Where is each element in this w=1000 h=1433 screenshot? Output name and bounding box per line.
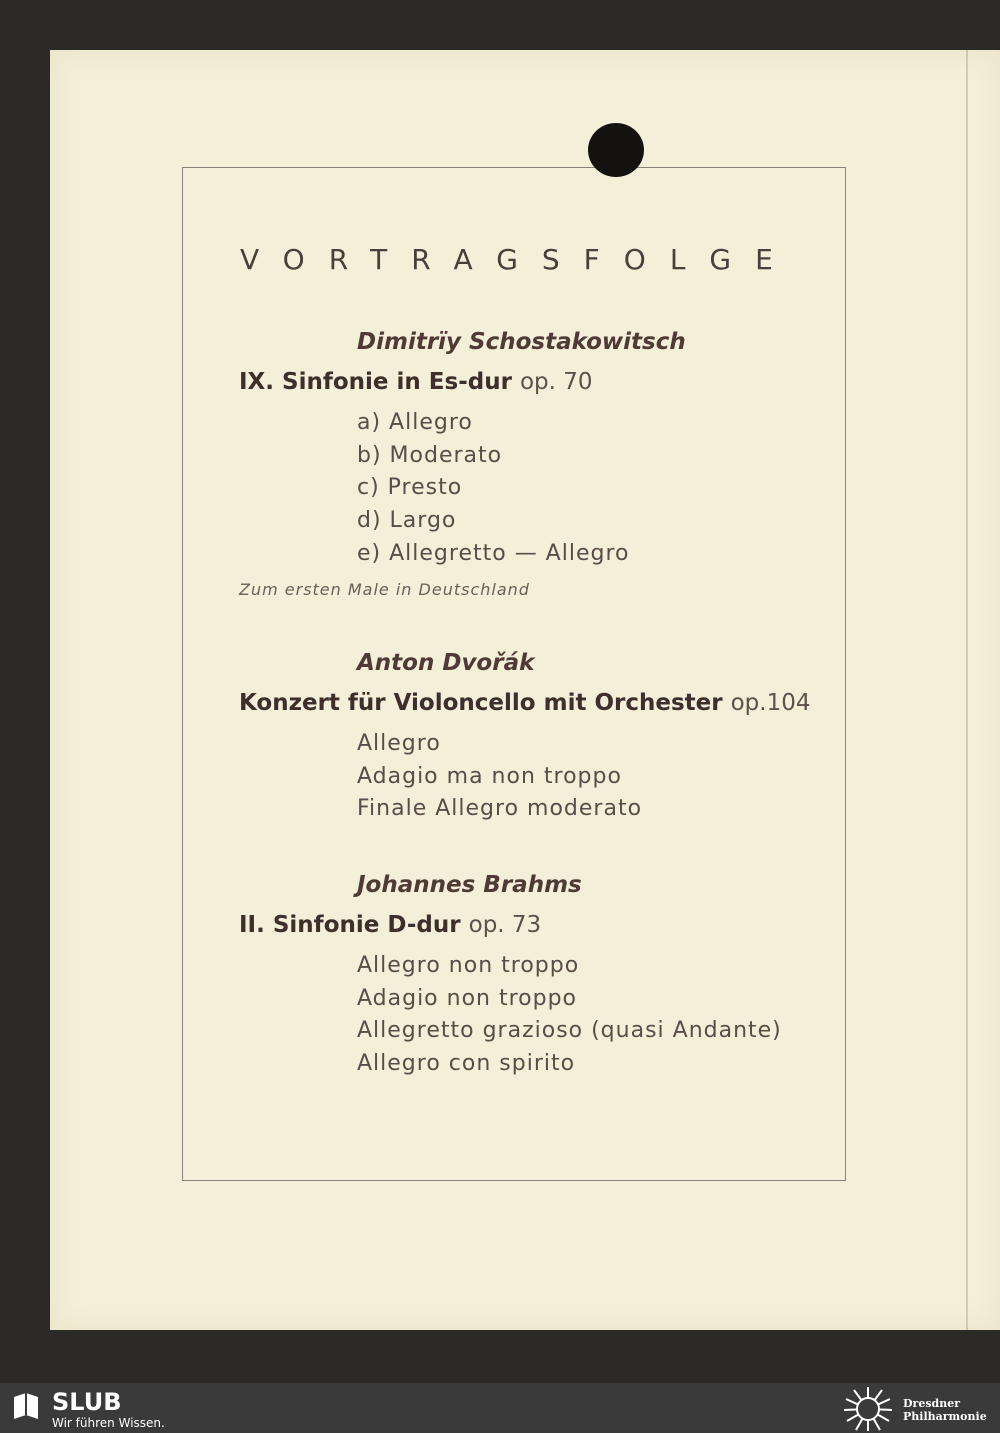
opus-number: op. 70 <box>519 369 593 395</box>
premiere-note: Zum ersten Male in Deutschland <box>239 580 530 599</box>
work-name: IX. Sinfonie in Es-dur <box>239 369 512 395</box>
work-name: Konzert für Violoncello mit Orchester <box>239 690 723 716</box>
movement-item: Adagio ma non troppo <box>357 763 622 789</box>
movement-item: Finale Allegro moderato <box>357 796 643 822</box>
movement-list <box>357 950 782 1081</box>
movement-item: a) Allegro <box>357 410 473 435</box>
composer-name: Johannes Brahms <box>357 872 582 898</box>
work-title <box>239 369 593 395</box>
movement-item: d) Largo <box>357 508 457 534</box>
partner-name-line2: Philharmonie <box>903 1410 987 1423</box>
sunburst-icon[interactable] <box>842 1386 894 1432</box>
movement-item: Adagio non troppo <box>357 985 578 1011</box>
composer-name: Anton Dvořák <box>357 650 535 676</box>
partner-name <box>903 1397 998 1423</box>
library-name[interactable]: SLUB <box>52 1388 122 1416</box>
program-heading: VORTRAGSFOLGE <box>240 243 797 276</box>
work-title <box>239 690 811 716</box>
movement-list <box>357 407 629 570</box>
library-tagline: Wir führen Wissen. <box>52 1416 165 1430</box>
work-title <box>239 912 541 938</box>
movement-item: Allegretto grazioso (quasi Andante) <box>357 1018 782 1044</box>
opus-number: op.104 <box>730 690 811 716</box>
movement-list <box>357 728 642 826</box>
punch-hole <box>588 123 644 177</box>
partner-name-line1: Dresdner <box>903 1397 961 1410</box>
movement-item: b) Moderato <box>357 442 503 468</box>
footer-bar <box>0 1383 1000 1433</box>
work-name: II. Sinfonie D-dur <box>239 912 461 938</box>
movement-item: c) Presto <box>357 475 463 501</box>
movement-item: e) Allegretto — Allegro <box>357 540 630 566</box>
page-fold <box>966 50 968 1330</box>
movement-item: Allegro con spirito <box>357 1051 576 1077</box>
movement-item: Allegro <box>357 731 441 756</box>
composer-name: Dimitrïy Schostakowitsch <box>357 329 686 355</box>
movement-item: Allegro non troppo <box>357 953 580 978</box>
book-icon <box>12 1391 40 1421</box>
opus-number: op. 73 <box>468 912 542 938</box>
